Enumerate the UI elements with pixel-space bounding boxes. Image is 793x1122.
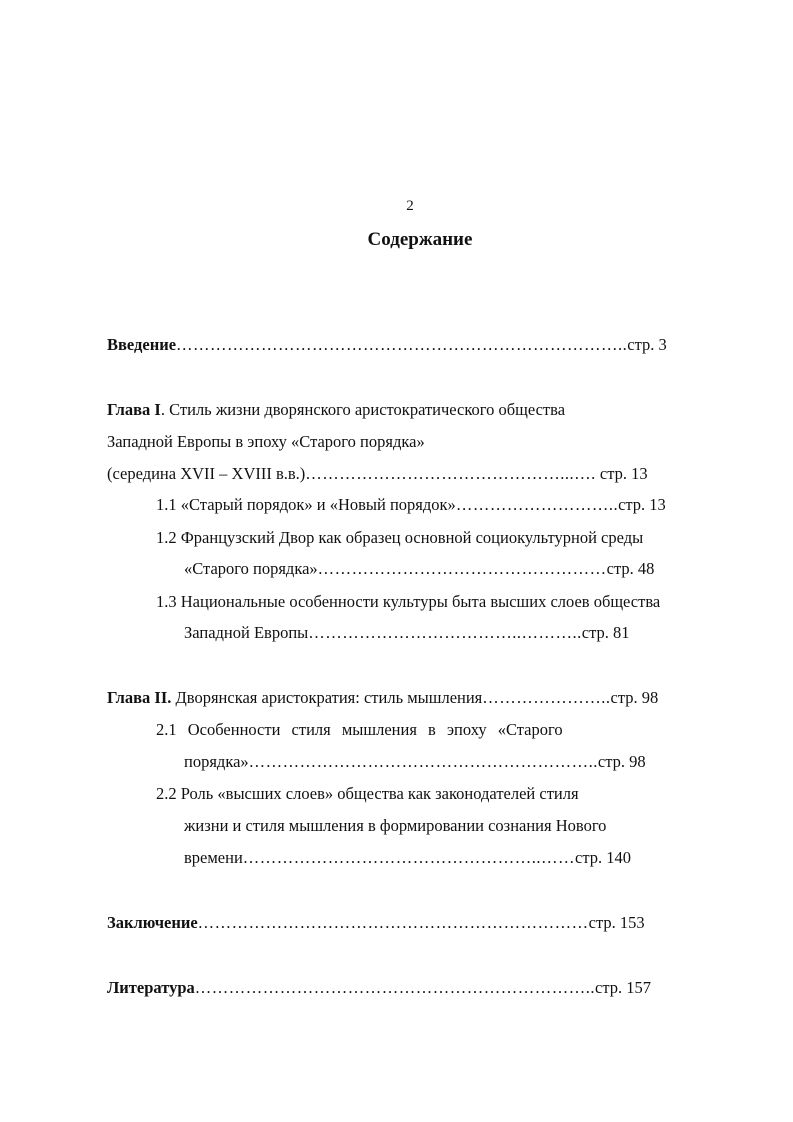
toc-entry-2-2-line3	[184, 847, 631, 869]
toc-page: стр. 98	[597, 752, 646, 771]
toc-label: Литература	[107, 978, 195, 997]
toc-dots: ……………………………………………	[317, 559, 607, 578]
toc-dots: ………………………………..………..	[308, 623, 582, 642]
toc-entry-ch1-line2: Западной Европы в эпоху «Старого порядка»	[107, 432, 425, 451]
toc-dots: …………………..	[482, 688, 611, 707]
toc-page: стр. 157	[595, 978, 652, 997]
toc-page: стр. 13	[618, 495, 666, 514]
toc-entry-literature	[107, 977, 651, 999]
toc-entry-1-3-line1: 1.3 Национальные особенности культуры быта высших слоев общества	[156, 592, 661, 611]
toc-entry-intro	[107, 334, 667, 356]
toc-label: Введение	[107, 335, 177, 354]
toc-text: времени	[184, 848, 243, 867]
toc-text: . Стиль жизни дворянского аристократического общества	[160, 400, 566, 419]
toc-page: стр. 48	[606, 559, 655, 578]
toc-dots: ……………………………………………………………	[197, 913, 589, 932]
toc-entry-2-1-line1: 2.1 Особенности стиля мышления в эпоху «Старого	[156, 720, 563, 739]
toc-entry-1-1	[156, 494, 666, 516]
toc-page: стр. 98	[610, 688, 659, 707]
toc-entry-2-1-line2	[184, 751, 646, 773]
toc-page: стр. 13	[599, 464, 648, 483]
toc-entry-ch1-line3	[107, 463, 648, 485]
toc-dots: ……………………………………………..……	[242, 848, 576, 867]
toc-page: стр. 3	[627, 335, 667, 354]
toc-dots: ……………………………………………………………………..	[176, 335, 628, 354]
toc-page: стр. 81	[581, 623, 630, 642]
toc-text: 1.1 «Старый порядок» и «Новый порядок»	[156, 495, 456, 514]
toc-entry-ch2	[107, 687, 658, 709]
toc-dots: ……………………………………………………………..	[194, 978, 596, 997]
toc-entry-1-2-line1: 1.2 Французский Двор как образец основной социокультурной среды	[156, 528, 644, 547]
toc-page: стр. 153	[588, 913, 645, 932]
page-number: 2	[406, 198, 414, 214]
toc-text: Дворянская аристократия: стиль мышления	[171, 688, 483, 707]
toc-text: «Старого порядка»	[184, 559, 318, 578]
toc-label: Глава I	[107, 400, 161, 419]
toc-dots: ………………………………………...….	[305, 464, 596, 483]
toc-dots: ………………………..	[455, 495, 619, 514]
toc-entry-1-2-line2	[184, 558, 654, 580]
toc-label: Глава II.	[107, 688, 172, 707]
toc-entry-ch1-line1	[107, 399, 565, 421]
toc-text: (середина XVII – XVIII в.в.)	[107, 464, 306, 483]
toc-entry-conclusion	[107, 912, 645, 934]
toc-page: стр. 140	[575, 848, 632, 867]
toc-entry-2-2-line2: жизни и стиля мышления в формировании сознания Нового	[184, 816, 607, 835]
toc-entry-2-2-line1: 2.2 Роль «высших слоев» общества как законодателей стиля	[156, 784, 579, 803]
toc-entry-1-3-line2	[184, 622, 630, 644]
toc-text: порядка»	[184, 752, 249, 771]
toc-dots: ……………………………………………………..	[248, 752, 598, 771]
toc-label: Заключение	[107, 913, 198, 932]
toc-text: Западной Европы	[184, 623, 309, 642]
page-title: Содержание	[367, 229, 473, 250]
